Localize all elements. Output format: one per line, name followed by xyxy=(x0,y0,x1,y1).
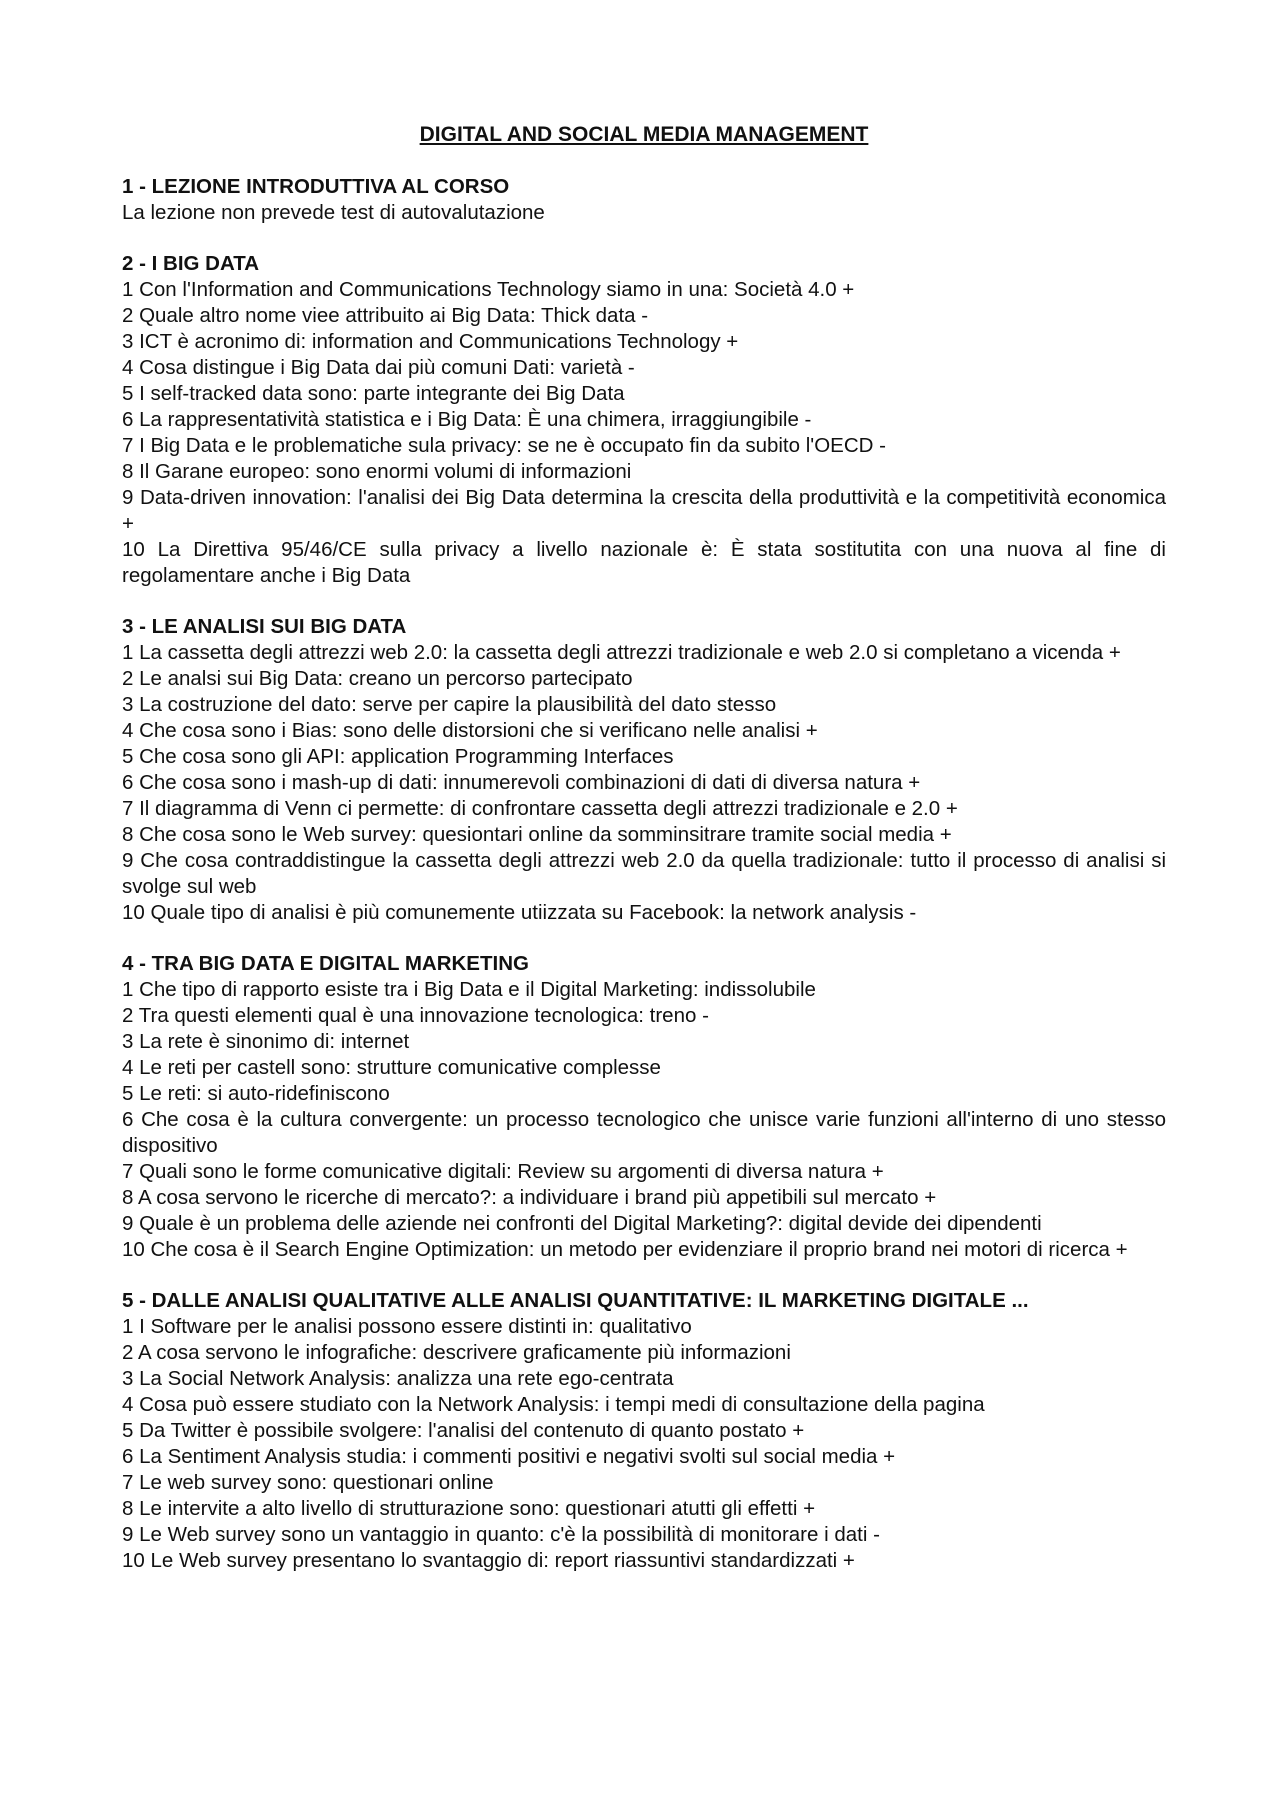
question-line: 1 La cassetta degli attrezzi web 2.0: la cassetta degli attrezzi tradizionale e web 2.0 si completano a vicenda + xyxy=(122,641,1121,664)
question-line: 9 Le Web survey sono un vantaggio in quanto: c'è la possibilità di monitorare i dati - xyxy=(122,1523,880,1546)
question-line: 9 Data-driven innovation: l'analisi dei Big Data determina la crescita della produttività e la competitività economica + xyxy=(122,486,1166,535)
question-line: 3 La costruzione del dato: serve per capire la plausibilità del dato stesso xyxy=(122,693,777,716)
question-line: 8 Che cosa sono le Web survey: quesiontari online da somminsitrare tramite social media + xyxy=(122,823,952,846)
section-5 xyxy=(122,1288,1166,1574)
section-heading: 5 - DALLE ANALISI QUALITATIVE ALLE ANALISI QUANTITATIVE: IL MARKETING DIGITALE ... xyxy=(122,1289,1029,1312)
sections-container xyxy=(122,174,1166,1574)
question-line: 2 Tra questi elementi qual è una innovazione tecnologica: treno - xyxy=(122,1004,709,1027)
question-line: 9 Che cosa contraddistingue la cassetta degli attrezzi web 2.0 da quella tradizionale: tutto il processo di analisi si svolge sul web xyxy=(122,849,1166,898)
question-line: 2 Le analsi sui Big Data: creano un percorso partecipato xyxy=(122,667,633,690)
document-title: DIGITAL AND SOCIAL MEDIA MANAGEMENT xyxy=(419,123,869,146)
question-line: 5 Che cosa sono gli API: application Programming Interfaces xyxy=(122,745,674,768)
question-line: 9 Quale è un problema delle aziende nei confronti del Digital Marketing?: digital devide dei dipendenti xyxy=(122,1212,1042,1235)
question-line: 5 Le reti: si auto-ridefiniscono xyxy=(122,1082,390,1105)
question-line: 8 Le intervite a alto livello di strutturazione sono: questionari atutti gli effetti + xyxy=(122,1497,816,1520)
question-line: 10 La Direttiva 95/46/CE sulla privacy a livello nazionale è: È stata sostitutita con una nuova al fine di regolamentare anche i Big Data xyxy=(122,538,1166,587)
question-line: 5 Da Twitter è possibile svolgere: l'analisi del contenuto di quanto postato + xyxy=(122,1419,805,1442)
section-heading: 2 - I BIG DATA xyxy=(122,252,260,275)
question-line: 1 Che tipo di rapporto esiste tra i Big Data e il Digital Marketing: indissolubile xyxy=(122,978,816,1001)
question-line: 10 Che cosa è il Search Engine Optimization: un metodo per evidenziare il proprio brand nei motori di ricerca + xyxy=(122,1238,1128,1261)
question-line: 2 Quale altro nome viee attribuito ai Big Data: Thick data - xyxy=(122,304,649,327)
question-line: 7 Le web survey sono: questionari online xyxy=(122,1471,494,1494)
question-line: 4 Cosa può essere studiato con la Network Analysis: i tempi medi di consultazione della pagina xyxy=(122,1393,985,1416)
section-heading: 3 - LE ANALISI SUI BIG DATA xyxy=(122,615,407,638)
question-line: 4 Cosa distingue i Big Data dai più comuni Dati: varietà - xyxy=(122,356,635,379)
question-line: 10 Quale tipo di analisi è più comunemente utiizzata su Facebook: la network analysis - xyxy=(122,901,917,924)
question-line: 1 I Software per le analisi possono essere distinti in: qualitativo xyxy=(122,1315,692,1338)
question-line: 6 La rappresentatività statistica e i Big Data: È una chimera, irraggiungibile - xyxy=(122,408,812,431)
question-line: 8 A cosa servono le ricerche di mercato?: a individuare i brand più appetibili sul mercato + xyxy=(122,1186,937,1209)
question-line: 8 Il Garane europeo: sono enormi volumi di informazioni xyxy=(122,460,632,483)
question-line: 10 Le Web survey presentano lo svantaggio di: report riassuntivi standardizzati + xyxy=(122,1549,855,1572)
section-3 xyxy=(122,614,1166,926)
question-line: 4 Che cosa sono i Bias: sono delle distorsioni che si verificano nelle analisi + xyxy=(122,719,818,742)
question-line: 3 La rete è sinonimo di: internet xyxy=(122,1030,410,1053)
document-page xyxy=(122,122,1166,1599)
question-line: 7 I Big Data e le problematiche sula privacy: se ne è occupato fin da subito l'OECD - xyxy=(122,434,886,457)
question-line: La lezione non prevede test di autovalutazione xyxy=(122,201,545,224)
question-line: 5 I self-tracked data sono: parte integrante dei Big Data xyxy=(122,382,625,405)
section-1 xyxy=(122,174,1166,226)
section-2 xyxy=(122,251,1166,589)
question-line: 7 Quali sono le forme comunicative digitali: Review su argomenti di diversa natura + xyxy=(122,1160,884,1183)
question-line: 6 Che cosa è la cultura convergente: un processo tecnologico che unisce varie funzioni all'interno di uno stesso dispositivo xyxy=(122,1108,1166,1157)
section-heading: 4 - TRA BIG DATA E DIGITAL MARKETING xyxy=(122,952,529,975)
question-line: 3 ICT è acronimo di: information and Communications Technology + xyxy=(122,330,739,353)
section-heading: 1 - LEZIONE INTRODUTTIVA AL CORSO xyxy=(122,175,510,198)
question-line: 4 Le reti per castell sono: strutture comunicative complesse xyxy=(122,1056,661,1079)
question-line: 2 A cosa servono le infografiche: descrivere graficamente più informazioni xyxy=(122,1341,791,1364)
question-line: 3 La Social Network Analysis: analizza una rete ego-centrata xyxy=(122,1367,674,1390)
question-line: 6 La Sentiment Analysis studia: i commenti positivi e negativi svolti sul social media + xyxy=(122,1445,896,1468)
question-line: 1 Con l'Information and Communications Technology siamo in una: Società 4.0 + xyxy=(122,278,855,301)
question-line: 7 Il diagramma di Venn ci permette: di confrontare cassetta degli attrezzi tradizionale e 2.0 + xyxy=(122,797,958,820)
question-line: 6 Che cosa sono i mash-up di dati: innumerevoli combinazioni di dati di diversa natura + xyxy=(122,771,921,794)
section-4 xyxy=(122,951,1166,1263)
